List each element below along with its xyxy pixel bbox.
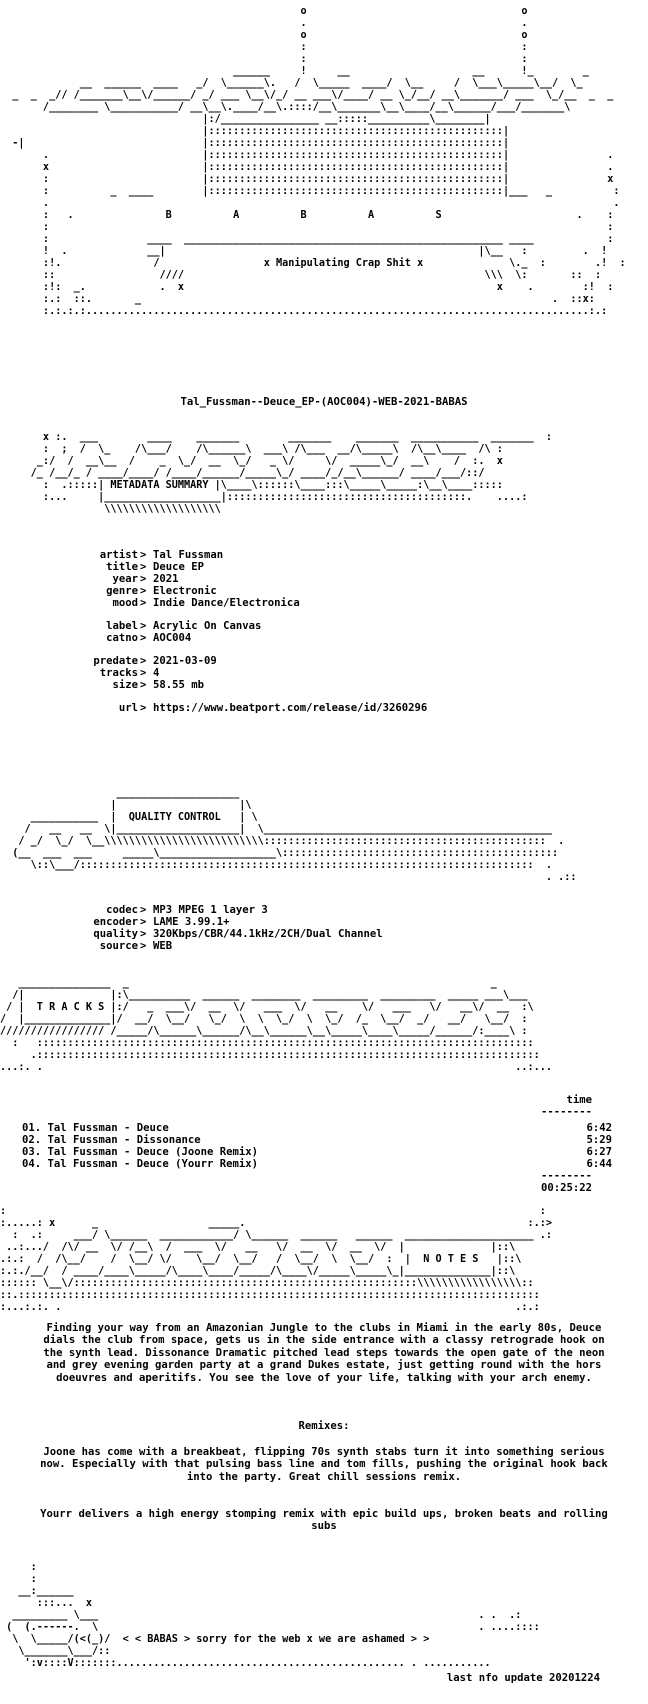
release-name: Tal_Fussman--Deuce_EP-(AOC004)-WEB-2021-BABAS [180,396,468,408]
meta-key: year [112,573,138,585]
track-time: 5:29 [586,1134,612,1146]
chevron-right-icon: > [140,916,147,928]
chevron-right-icon: > [140,940,147,952]
quality-control [0,904,648,952]
meta-value: 2021 [153,573,179,585]
total-time: 00:25:22 [540,1182,592,1194]
chevron-right-icon: > [140,679,147,691]
meta-value: 4 [153,667,160,679]
chevron-right-icon: > [140,573,147,585]
meta-key: size [112,679,138,691]
meta-value: Tal Fussman [153,549,224,561]
qc-value: MP3 MPEG 1 layer 3 [153,904,268,916]
metadata-summary [0,549,648,714]
qc-key: source [99,940,138,952]
chevron-right-icon: > [140,702,147,714]
last-update-signoff: last nfo update 20201224 [446,1672,600,1684]
meta-key: predate [93,655,138,667]
meta-value: AOC004 [153,632,192,644]
meta-row-catno [0,632,648,644]
meta-value: 2021-03-09 [153,655,217,667]
track-row [22,1146,612,1158]
meta-value: Acrylic On Canvas [153,620,262,632]
chevron-right-icon: > [140,904,147,916]
meta-row-size [0,679,648,691]
notes-header-art: : : :.....: x _ _____. :.:> : .: ___/ \______ ____________/ \______ ______ ______ _____________________ .: ..:.../ /\/ __ \/ /__\ / ___ \/ __ \/ __ \/ __ \/ | |::\ .:.: / /\__/ / \__/ \/ \__/ \__/ / \__/ \ \__/ : | N O T E S |::\ :.:./__/ / ____/____\_____/\____\____/_____/\____\/_____\_____\_|______________|::\ :::::: \__\/::::::::::::::::::::::::::::::::::::::::::::::::::::::::\\\\\\\\\\\\\\\\\:: ::.::::::::::::::::::::::::::::::::::::::::::::::::::::::::::::::::::::::::::::::::::::: :...:.:. . .:.: [0,1206,553,1313]
chevron-right-icon: > [140,620,147,632]
meta-value: Electronic [153,585,217,597]
footer-art: : : __:______ :::... x _________ \___ . . .: ( (.------. \ . ....:::: \ \_____/(<(_)/ < < BABAS > sorry for the web x we are ashamed > > \_______\___/:: ':v::::V:::::::............................................... . ........... [6,1562,540,1669]
chevron-right-icon: > [140,561,147,573]
track-title: 02. Tal Fussman - Dissonance [22,1134,201,1146]
meta-key: tracks [99,667,138,679]
meta-row-title [0,561,648,573]
meta-key: label [106,620,138,632]
quality-control-header-art: ____________________ | |\ ___________ | QUALITY CONTROL | \ / __ __ \|____________________| \_______________________________________________ / _/ \_/ \__\\\\\\\\\\\\\\\\\\\\\\\\\\:::::::::::::::::::::::::::::::::::::::::::::: . (__ ___ ___ _____\___________________\::::::::::::::::::::::::::::::::::::::::::::: \::\___/:::::::::::::::::::::::::::::::::::::::::::::::::::::::::::::::::::::::::: . . .:: [12,788,577,883]
track-time: 6:44 [586,1158,612,1170]
chevron-right-icon: > [140,549,147,561]
track-row [22,1122,612,1134]
track-row [22,1158,612,1170]
chevron-right-icon: > [140,597,147,609]
meta-key: url [118,702,138,714]
qc-key: quality [93,928,138,940]
chevron-right-icon: > [140,632,147,644]
meta-key: artist [99,549,138,561]
meta-row-artist [0,549,648,561]
meta-row-genre [0,585,648,597]
qc-value: LAME 3.99.1+ [153,916,230,928]
track-title: 01. Tal Fussman - Deuce [22,1122,169,1134]
meta-key: mood [112,597,138,609]
remix-paragraph-joone: Joone has come with a breakbeat, flipping 70s synth stabs turn it into something serious now. Especially with that pulsing bass line and tom fills, pushing the original hook back into the party. Great chill sessions remix. [40,1446,608,1483]
meta-value: 58.55 mb [153,679,205,691]
babas-logo-art: o o . . o o : : : : ______ ! __ __ !_ _ __ ______ ____ _/ \______\. / \_____ ____/ \__ / \___\_____\__/ \_ _ _ _// /_______\__\/______/ _/ ___ \__\/_/ __ ___\/____/ __ \_/__/ __\_______/ ___ \_/__ _ _ /________ \___________/ __\__\.____/__\.::::/__\_______\__\____/__\______/___/_______\ |:/________________ __:::::__________\________| |::::::::::::::::::::::::::::::::::::::::::::::::| -| |::::::::::::::::::::::::::::::::::::::::::::::::| . |::::::::::::::::::::::::::::::::::::::::::::::::| . x |::::::::::::::::::::::::::::::::::::::::::::::::| . : |::::::::::::::::::::::::::::::::::::::::::::::::| x : _ ____ |::::::::::::::::::::::::::::::::::::::::::::::::|___ _ : . . : . B A B A S . : : : : ____ ____________________________________________________ ____ : ! . __| |\__ : . ! :!. / x Manipulating Crap Shit x \._ : .! : :: //// \\\ \: :: : :!: _. . x x . :! : :.: ::. _ . ::x: :.:.:.:..................................................................................:.: [12,6,626,317]
qc-row-source [0,940,648,952]
meta-row-tracks [0,667,648,679]
meta-row-year [0,573,648,585]
chevron-right-icon: > [140,655,147,667]
meta-key: catno [106,632,138,644]
track-row [22,1134,612,1146]
qc-row-quality [0,928,648,940]
time-rule-top: -------- [540,1106,592,1118]
remix-paragraph-yourr: Yourr delivers a high energy stomping remix with epic build ups, broken beats and rolling subs [40,1508,608,1533]
meta-value: Indie Dance/Electronica [153,597,300,609]
meta-row-url [0,702,648,714]
meta-row-mood [0,597,648,609]
meta-row-predate [0,655,648,667]
chevron-right-icon: > [140,667,147,679]
metadata-summary-header-art: x :. ___ ____ _______ _______ _______ ___________ _______ : : ; / \_ /\___/ /\______\ ___\ /\___ __/\_____\ /\__\____ /\ : _:/ / __\__ / _ \_/ __ \_/ _ \/ \/ _____\_/ __\ / :. x /_ /__/_ / ____/____/ /____/______/_____\_/ ____/_/__\______/ ____/___/::/ : .:::::| METADATA SUMMARY |\____\::::::\____:::\_____\_____:\__\____::::: :... |___________________|:::::::::::::::::::::::::::::::::::::::. ....: \\\\\\\\\\\\\\\\\\\ [30,432,553,515]
chevron-right-icon: > [140,585,147,597]
track-title: 03. Tal Fussman - Deuce (Joone Remix) [22,1146,258,1158]
chevron-right-icon: > [140,928,147,940]
tracks-header-art: _______________ _ _ /| |:\__________ ______ ________ _________ _________ _____ ___\___ / | T R A C K S |:/ _ ___\/ __ \/ ___ \/ __ \/ ___ \/ __\/ __ :\ / |______________|/ __/ \__/ \_/ \ \ \_/ \ \_/ /_ \__/ _/ __/ \__/ : ///////////////// /_____/\______\______/\__\______\__\_____\____\_____/______/:____\ : : ::::::::::::::::::::::::::::::::::::::::::::::::::::::::::::::::::::::::::::::::: .:::::::::::::::::::::::::::::::::::::::::::::::::::::::::::::::::::::::::::::::::: ...:. . ..:... [0,978,553,1073]
remixes-heading: Remixes: [298,1420,350,1432]
qc-row-codec [0,904,648,916]
qc-key: encoder [93,916,138,928]
time-rule-bottom: -------- [540,1170,592,1182]
meta-key: title [106,561,138,573]
track-title: 04. Tal Fussman - Deuce (Yourr Remix) [22,1158,258,1170]
qc-key: codec [106,904,138,916]
notes-paragraph: Finding your way from an Amazonian Jungle to the clubs in Miami in the early 80s, Deuce dials the club from space, gets us in the side entrance with a classy retrograde hook on the synth lead. Dissonance Dramatic pitched lead steps towards the open gate of the neon and grey evening garden party at a grand Dukes estate, just getting round with the hors doeuvres and aperitifs. You see the love of your life, talking with your arch enemy. [43,1322,605,1384]
track-time: 6:42 [586,1122,612,1134]
qc-value: WEB [153,940,173,952]
meta-url[interactable]: https://www.beatport.com/release/id/3260296 [153,702,428,714]
meta-key: genre [106,585,138,597]
track-time: 6:27 [586,1146,612,1158]
qc-value: 320Kbps/CBR/44.1kHz/2CH/Dual Channel [153,928,383,940]
qc-row-encoder [0,916,648,928]
time-column-header: time [566,1094,592,1106]
meta-row-label [0,620,648,632]
meta-value: Deuce EP [153,561,205,573]
